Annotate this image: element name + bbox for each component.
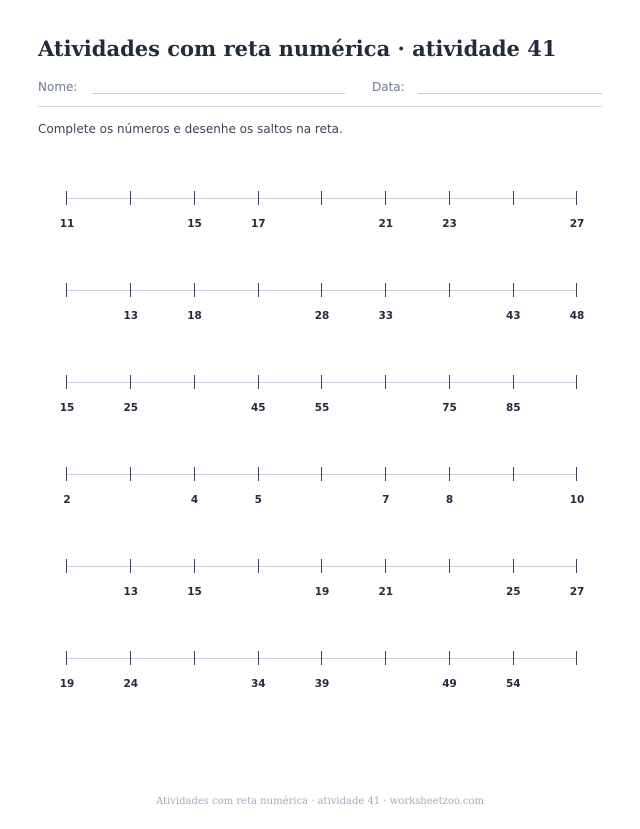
tick-label: 28 bbox=[314, 310, 330, 322]
tick-label: 15 bbox=[187, 218, 202, 230]
tick-mark bbox=[321, 375, 322, 389]
tick-label: 27 bbox=[569, 586, 585, 598]
tick-label: 34 bbox=[250, 678, 266, 690]
tick-label: 55 bbox=[314, 402, 330, 414]
number-line bbox=[0, 191, 640, 241]
tick-mark bbox=[385, 191, 386, 205]
tick-label: 23 bbox=[442, 218, 457, 230]
tick-mark bbox=[576, 559, 577, 573]
tick-label: 10 bbox=[569, 494, 585, 506]
tick-mark bbox=[194, 559, 195, 573]
tick-mark bbox=[258, 375, 259, 389]
tick-label: 43 bbox=[505, 310, 521, 322]
tick-mark bbox=[130, 191, 131, 205]
tick-mark bbox=[258, 467, 259, 481]
tick-mark bbox=[449, 283, 450, 297]
tick-label: 18 bbox=[187, 310, 202, 322]
tick-label: 13 bbox=[123, 586, 139, 598]
tick-mark bbox=[194, 651, 195, 665]
date-field-line[interactable] bbox=[418, 93, 602, 94]
tick-label: 33 bbox=[378, 310, 394, 322]
tick-label: 21 bbox=[378, 586, 394, 598]
tick-mark bbox=[130, 375, 131, 389]
tick-mark bbox=[576, 283, 577, 297]
tick-mark bbox=[513, 283, 514, 297]
tick-mark bbox=[66, 467, 67, 481]
tick-mark bbox=[194, 467, 195, 481]
tick-label: 15 bbox=[59, 402, 75, 414]
tick-label: 49 bbox=[442, 678, 457, 690]
instructions: Complete os números e desenhe os saltos na reta. bbox=[38, 122, 343, 136]
tick-mark bbox=[194, 191, 195, 205]
tick-label: 19 bbox=[314, 586, 330, 598]
tick-mark bbox=[576, 191, 577, 205]
tick-label: 27 bbox=[569, 218, 585, 230]
tick-mark bbox=[66, 651, 67, 665]
tick-label: 17 bbox=[250, 218, 266, 230]
name-field-line[interactable] bbox=[92, 93, 345, 94]
tick-label: 54 bbox=[505, 678, 521, 690]
tick-mark bbox=[385, 559, 386, 573]
tick-mark bbox=[321, 651, 322, 665]
tick-label: 2 bbox=[63, 494, 71, 506]
tick-label: 21 bbox=[378, 218, 394, 230]
tick-label: 39 bbox=[314, 678, 330, 690]
tick-mark bbox=[66, 191, 67, 205]
tick-mark bbox=[385, 283, 386, 297]
tick-mark bbox=[321, 467, 322, 481]
number-line bbox=[0, 651, 640, 701]
tick-label: 75 bbox=[442, 402, 457, 414]
tick-mark bbox=[66, 559, 67, 573]
tick-mark bbox=[258, 191, 259, 205]
tick-label: 25 bbox=[123, 402, 139, 414]
tick-label: 85 bbox=[505, 402, 521, 414]
tick-mark bbox=[321, 191, 322, 205]
date-label: Data: bbox=[372, 80, 405, 94]
tick-mark bbox=[449, 467, 450, 481]
number-line bbox=[0, 283, 640, 333]
tick-label: 4 bbox=[190, 494, 199, 506]
header-divider bbox=[38, 106, 602, 107]
tick-label: 11 bbox=[59, 218, 75, 230]
tick-label: 19 bbox=[59, 678, 75, 690]
tick-label: 24 bbox=[123, 678, 139, 690]
tick-label: 15 bbox=[187, 586, 202, 598]
tick-label: 25 bbox=[505, 586, 521, 598]
tick-mark bbox=[449, 191, 450, 205]
tick-mark bbox=[66, 283, 67, 297]
worksheet-title: Atividades com reta numérica · atividade 41 bbox=[38, 36, 557, 61]
tick-mark bbox=[130, 283, 131, 297]
tick-mark bbox=[576, 467, 577, 481]
tick-mark bbox=[576, 375, 577, 389]
tick-mark bbox=[449, 651, 450, 665]
tick-mark bbox=[130, 467, 131, 481]
tick-mark bbox=[258, 283, 259, 297]
tick-mark bbox=[513, 559, 514, 573]
number-line bbox=[0, 375, 640, 425]
name-label: Nome: bbox=[38, 80, 78, 94]
tick-mark bbox=[130, 651, 131, 665]
tick-mark bbox=[513, 191, 514, 205]
tick-label: 8 bbox=[445, 494, 454, 506]
tick-label: 7 bbox=[382, 494, 390, 506]
tick-mark bbox=[258, 651, 259, 665]
tick-label: 13 bbox=[123, 310, 139, 322]
tick-mark bbox=[130, 559, 131, 573]
number-line bbox=[0, 559, 640, 609]
tick-mark bbox=[385, 375, 386, 389]
tick-mark bbox=[449, 375, 450, 389]
tick-mark bbox=[576, 651, 577, 665]
tick-mark bbox=[513, 467, 514, 481]
tick-mark bbox=[194, 283, 195, 297]
tick-mark bbox=[66, 375, 67, 389]
tick-mark bbox=[449, 559, 450, 573]
tick-mark bbox=[385, 651, 386, 665]
tick-label: 48 bbox=[569, 310, 585, 322]
tick-mark bbox=[321, 283, 322, 297]
tick-label: 45 bbox=[250, 402, 266, 414]
number-line bbox=[0, 467, 640, 517]
tick-mark bbox=[194, 375, 195, 389]
tick-mark bbox=[385, 467, 386, 481]
tick-mark bbox=[513, 375, 514, 389]
tick-mark bbox=[321, 559, 322, 573]
footer: Atividades com reta numérica · atividade 41 · worksheetzoo.com bbox=[155, 796, 484, 807]
tick-mark bbox=[513, 651, 514, 665]
tick-mark bbox=[258, 559, 259, 573]
tick-label: 5 bbox=[254, 494, 262, 506]
